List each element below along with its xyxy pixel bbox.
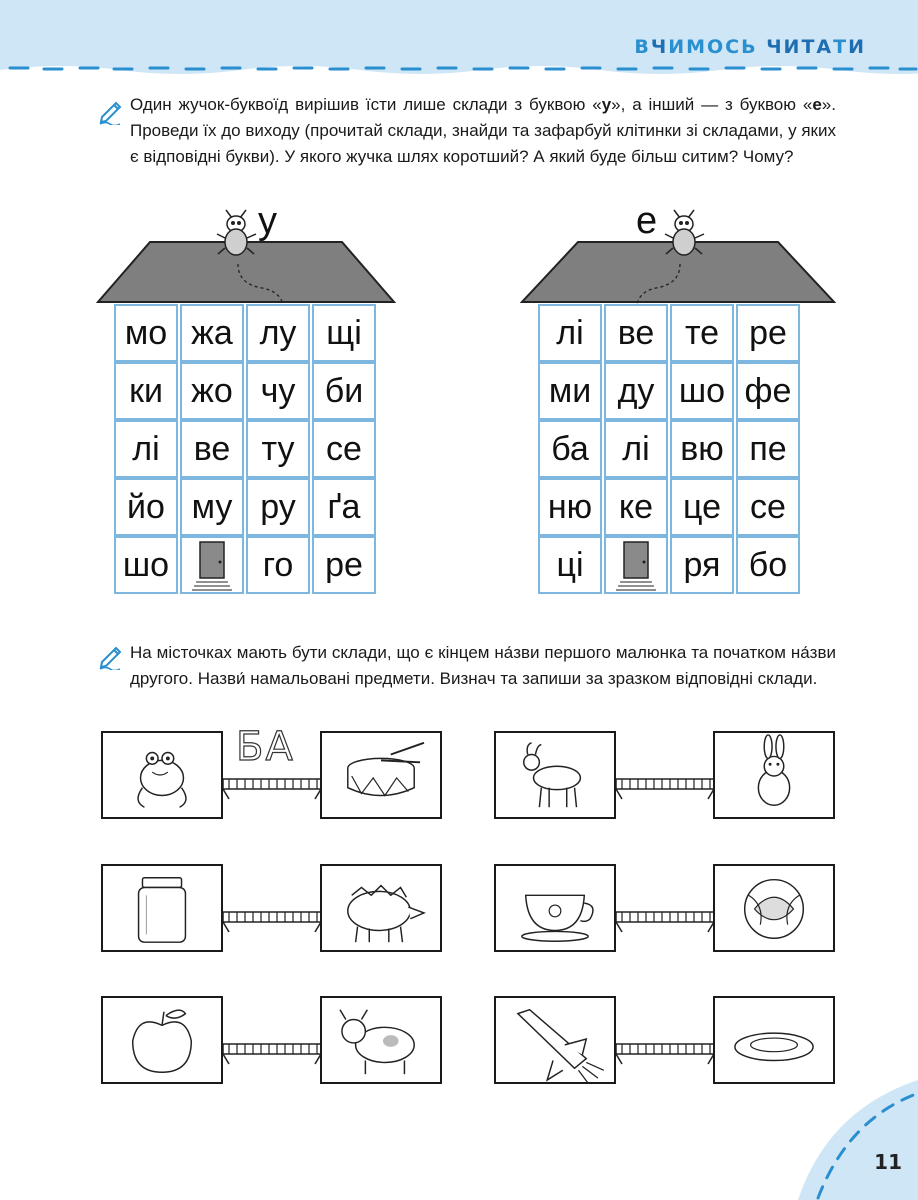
right-picture — [320, 864, 442, 952]
syllable-cell[interactable]: ке — [604, 478, 668, 536]
syllable-cell[interactable]: ту — [246, 420, 310, 478]
syllable-cell[interactable]: ве — [604, 304, 668, 362]
syllable-cell[interactable]: шо — [114, 536, 178, 594]
syllable-cell[interactable]: се — [736, 478, 800, 536]
syllable-cell[interactable]: це — [670, 478, 734, 536]
syllable-cell[interactable]: лі — [538, 304, 602, 362]
syllable-cell[interactable]: би — [312, 362, 376, 420]
syllable-cell[interactable]: го — [246, 536, 310, 594]
cup-icon — [496, 937, 614, 954]
right-picture — [713, 864, 835, 952]
page-corner-decoration — [798, 1080, 918, 1200]
syllable-cell[interactable]: лі — [604, 420, 668, 478]
bridge-slot[interactable] — [616, 908, 714, 934]
syllable-cell[interactable]: жо — [180, 362, 244, 420]
left-picture — [494, 864, 616, 952]
cabbage-icon — [715, 937, 833, 954]
right-picture — [713, 996, 835, 1084]
syllable-cell[interactable]: мо — [114, 304, 178, 362]
house-left-letter: у — [258, 200, 277, 242]
syllable-cell[interactable]: ря — [670, 536, 734, 594]
task2-text: На місточках мають бути склади, що є кінцем на́зви першого малюнка та початком на́зви другого. Назви́ намальовані предмети. Визнач та запиши за зразком відповідні склади. — [130, 643, 836, 688]
syllable-cell[interactable]: те — [670, 304, 734, 362]
bridge-slot[interactable] — [223, 908, 321, 934]
syllable-cell[interactable]: ці — [538, 536, 602, 594]
syllable-cell[interactable]: ру — [246, 478, 310, 536]
bridge-slot[interactable] — [223, 1040, 321, 1066]
drum-icon — [322, 804, 440, 821]
syllable-cell[interactable]: лі — [114, 420, 178, 478]
goat-icon — [496, 804, 614, 821]
syllable-cell[interactable]: йо — [114, 478, 178, 536]
boar-icon — [322, 937, 440, 954]
left-picture — [101, 996, 223, 1084]
sample-syllable: БА — [236, 724, 295, 770]
syllable-cell[interactable]: ки — [114, 362, 178, 420]
syllable-cell[interactable]: ду — [604, 362, 668, 420]
syllable-cell[interactable]: ґа — [312, 478, 376, 536]
syllable-cell[interactable]: чу — [246, 362, 310, 420]
bug-icon — [214, 208, 260, 260]
bug-icon — [662, 208, 708, 260]
syllable-cell[interactable]: лу — [246, 304, 310, 362]
jar-icon — [103, 937, 221, 954]
header-wave-decoration — [0, 60, 918, 82]
syllable-cell[interactable]: ба — [538, 420, 602, 478]
syllable-cell[interactable]: вю — [670, 420, 734, 478]
syllable-cell[interactable]: пе — [736, 420, 800, 478]
rocket-icon — [496, 1069, 614, 1086]
cow-icon — [322, 1069, 440, 1086]
left-picture — [101, 864, 223, 952]
syllable-cell[interactable]: му — [180, 478, 244, 536]
syllable-cell[interactable]: жа — [180, 304, 244, 362]
syllable-cell[interactable]: ми — [538, 362, 602, 420]
bridge-slot[interactable] — [223, 775, 321, 801]
left-picture — [494, 731, 616, 819]
right-picture — [713, 731, 835, 819]
house-right-letter: е — [636, 200, 658, 242]
bridge-slot[interactable] — [616, 1040, 714, 1066]
section-title: ВЧИМОСЬ ЧИТАТИ — [634, 36, 866, 58]
bridge-slot[interactable] — [616, 775, 714, 801]
door-icon — [604, 536, 668, 594]
right-picture — [320, 996, 442, 1084]
pencil-icon — [98, 97, 126, 125]
syllable-cell[interactable]: ню — [538, 478, 602, 536]
syllable-cell[interactable]: бо — [736, 536, 800, 594]
apple-icon — [103, 1069, 221, 1086]
task1-text: Один жучок-буквоїд вирішив їсти лише склади з буквою «у», а інший — з буквою «е». Проведи їх до виходу (прочитай склади, знайди та зафарбуй клітинки зі складами, у яких є відповідні букви). У якого жучка шлях коротший? А який буде більш ситим? Чому? — [130, 95, 836, 166]
syllable-cell[interactable]: фе — [736, 362, 800, 420]
syllable-cell[interactable]: шо — [670, 362, 734, 420]
syllable-cell[interactable]: ре — [736, 304, 800, 362]
page-number: 11 — [874, 1150, 902, 1174]
door-icon — [180, 536, 244, 594]
syllable-cell[interactable]: ве — [180, 420, 244, 478]
right-picture — [320, 731, 442, 819]
frog-icon — [103, 804, 221, 821]
left-picture — [494, 996, 616, 1084]
syllable-cell[interactable]: щі — [312, 304, 376, 362]
pencil-icon — [98, 642, 126, 670]
left-picture — [101, 731, 223, 819]
syllable-cell[interactable]: се — [312, 420, 376, 478]
syllable-cell[interactable]: ре — [312, 536, 376, 594]
hare-icon — [715, 804, 833, 821]
